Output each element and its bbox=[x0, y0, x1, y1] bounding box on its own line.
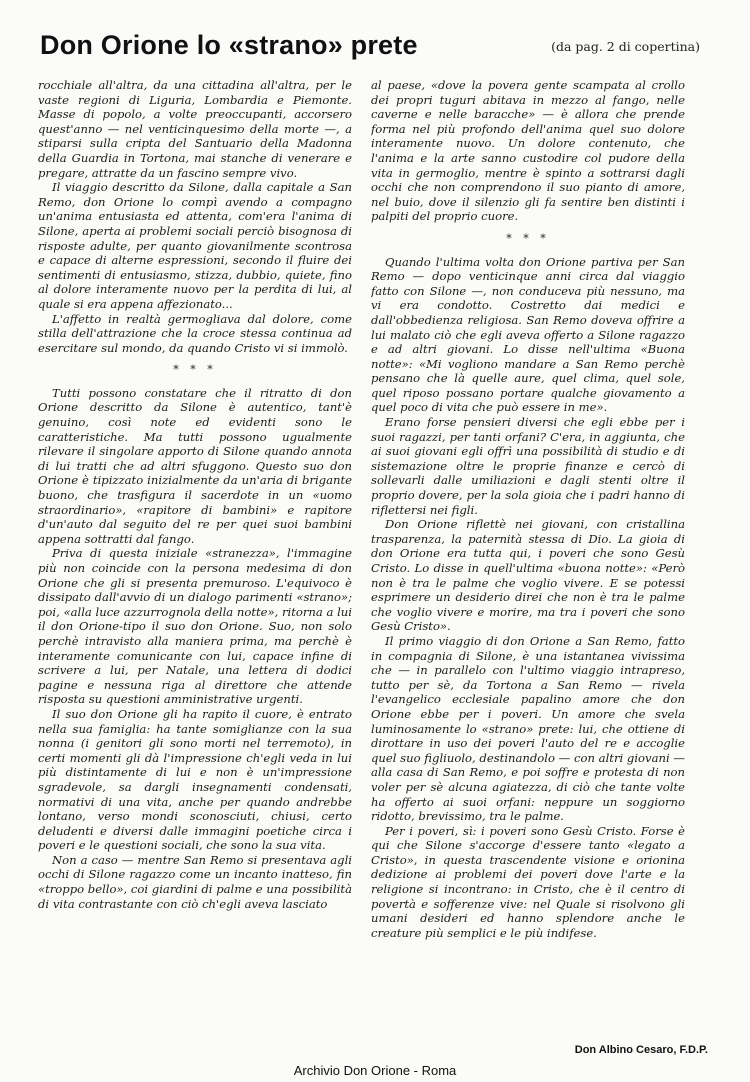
archive-footer: Archivio Don Orione - Roma bbox=[293, 1063, 457, 1078]
left-column bbox=[38, 78, 352, 1028]
paragraph: Tutti possono constatare che il ritratto di don Orione descritto da Silone è autentico, tant'è genuino, così note ed evidenti sono le caratteristiche. Ma tutti possono ugualmente rilevare il singolare apporto di Silone quando annota di lui tratti che ad altri sfuggono. Questo suo don Orione è tipizzato inizialmente da un'aria di brigante buono, che trasfigura il sacerdote in un «uomo straordinario», «rapitore di bambini» e rapitore d'un'auto dal seguito del re per quei suoi bambini appena sottratti dal fango. bbox=[38, 385, 352, 546]
paragraph: Non a caso — mentre San Remo si presentava agli occhi di Silone ragazzo come un incanto inatteso, fin «troppo bello», coi giardini di palme e una possibilità di vita contrastante con ciò ch'egli aveva lasciato bbox=[38, 852, 352, 911]
paragraph: al paese, «dove la povera gente scampata al crollo dei propri tuguri abitava in mezzo al fango, nelle caverne e nelle baracche» — è allora che prende forma nel più profondo dell'anima quel suo dolore interamente nuovo. Un dolore contenuto, che l'anima e la arte sanno custodire col pudore della vita in germoglio, mentre è spinto a sottrarsi dagli occhi che non comprendono il suo pianto di amore, nel buio, dove il silenzio gli fa sentire ben distinti i palpiti del proprio cuore. bbox=[371, 78, 685, 224]
right-column bbox=[371, 78, 685, 1028]
section-separator: * * * bbox=[173, 363, 217, 377]
paragraph: L'affetto in realtà germogliava dal dolore, come stilla dell'attrazione che la croce stessa continua ad esercitare sul mondo, da quando Cristo vi si immolò. bbox=[38, 311, 352, 355]
paragraph: Quando l'ultima volta don Orione partiva per San Remo — dopo venticinque anni circa dal viaggio fatto con Silone —, non conduceva più nessuno, ma vi era condotto. Costretto dai medici e dall'obbedienza religiosa. San Remo doveva offrire a lui malato ciò che egli aveva offerto a Silone ragazzo e ad altri giovani. Lo disse nell'ultima «Buona notte»: «Mi vogliono mandare a San Remo perchè pensano che là quelle aure, quel clima, quel sole, quel riposo possano portare qualche giovamento a quel poco di vita che può essere in me». bbox=[371, 254, 685, 415]
article-source-note: (da pag. 2 di copertina) bbox=[551, 39, 700, 54]
paragraph: Il primo viaggio di don Orione a San Remo, fatto in compagnia di Silone, è una istantanea vivissima che — in parallelo con l'ultimo viaggio intrapreso, tutto per sè, da Tortona a San Remo — rivela l'evangelico ecclesiale papalino amore che don Orione ebbe per i poveri. Un amore che svela luminosamente lo «strano» prete: lui, che ottiene di dirottare in uso dei poveri l'auto del re e accoglie quel suo figliuolo, destinandolo — con altri giovani — alla casa di San Remo, e poi soffre e protesta di non voler per sè alcuna agiatezza, di ciò che tante volte ha offerto ai suoi orfani: neppure un soggiorno ridotto, brevissimo, tra le palme. bbox=[371, 633, 685, 824]
paragraph: Don Orione riflettè nei giovani, con cristallina trasparenza, la paternità stessa di Dio. La gioia di don Orione era tutta qui, i poveri che sono Gesù Cristo. Lo disse in quell'ultima «buona notte»: «Però non è tra le palme che voglio vivere. E se potessi esprimere un desiderio direi che non è tra le palme che voglio vivere e morire, ma tra i poveri che sono Gesù Cristo». bbox=[371, 517, 685, 634]
section-separator: * * * bbox=[506, 231, 550, 245]
author-signature: Don Albino Cesaro, F.D.P. bbox=[574, 1044, 708, 1056]
paragraph: rocchiale all'altra, da una cittadina all'altra, per le vaste regioni di Liguria, Lombardia e Piemonte. Masse di popolo, a volte preoccupanti, accorsero quest'anno — nel venticinquesimo della morte —, a stiparsi sulla cripta del Santuario della Madonna della Guardia in Tortona, mai stanche di venerare e pregare, attratte da un fascino sempre vivo. bbox=[38, 78, 352, 180]
paragraph: Per i poveri, sì: i poveri sono Gesù Cristo. Forse è qui che Silone s'accorge d'essere tanto «legato a Cristo», in questa trascendente visione e orionina dedizione ai problemi dei poveri dove l'arte e la religione si incontrano: in Cristo, che è il centro di povertà e sofferenze vive: nel Quale si risolvono gli umani desideri ed hanno splendore anche le creature più semplici e le più indifese. bbox=[371, 823, 685, 940]
article-header bbox=[40, 30, 700, 70]
article-title: Don Orione lo «strano» prete bbox=[40, 30, 418, 60]
paragraph: Erano forse pensieri diversi che egli ebbe per i suoi ragazzi, per tanti orfani? C'era, in aggiunta, che ai suoi giovani egli offrì una possibilità di studio e di sistemazione oltre le proprie finanze e cercò di sollevarli dalle umiliazioni e dagli stenti oltre il proprio dovere, per la sola gioia che i padri hanno di riflettersi nei figli. bbox=[371, 415, 685, 517]
paragraph: Priva di questa iniziale «stranezza», l'immagine più non coincide con la persona medesima di don Orione che gli si presenta premuroso. L'equivoco è dissipato dall'avvio di un dialogo parimenti «strano»; poi, «alla luce azzurrognola della notte», ritorna a lui il don Orione-tipo il suo don Orione. Suo, non solo perchè intravisto alla maniera prima, ma perchè è interamente comunicante con lui, capace infine di scrivere a lui, per Natale, una lettera di dodici pagine e nessuna riga al direttore che attende risposta su questioni amministrative urgenti. bbox=[38, 546, 352, 707]
paragraph: Il suo don Orione gli ha rapito il cuore, è entrato nella sua famiglia: ha tante somiglianze con la sua nonna (i genitori gli sono morti nel terremoto), in certi momenti gli dà l'impressione ch'egli veda in lui più distintamente di lui e non è un'impressione sgradevole, sa dargli insegnamenti condensati, normativi di una vita, anche per quando andrebbe lontano, verso mondi sconosciuti, chiusi, certo deludenti e diversi dalle immagini poetiche circa i poveri e le questioni sociali, che sono la sua vita. bbox=[38, 706, 352, 853]
paragraph: Il viaggio descritto da Silone, dalla capitale a San Remo, don Orione lo compì avendo a compagno un'anima entusiasta ed attenta, com'era l'anima di Silone, aperta ai problemi sociali perciò bisognosa di risposte adulte, per quanto giovanilmente scontrosa e capace di alterne espressioni, secondo il fluire dei sentimenti di entusiasmo, stizza, dubbio, quiete, fino al dolore interamente nuovo per la perdita di lui, al quale si era appena affezionato... bbox=[38, 180, 352, 311]
